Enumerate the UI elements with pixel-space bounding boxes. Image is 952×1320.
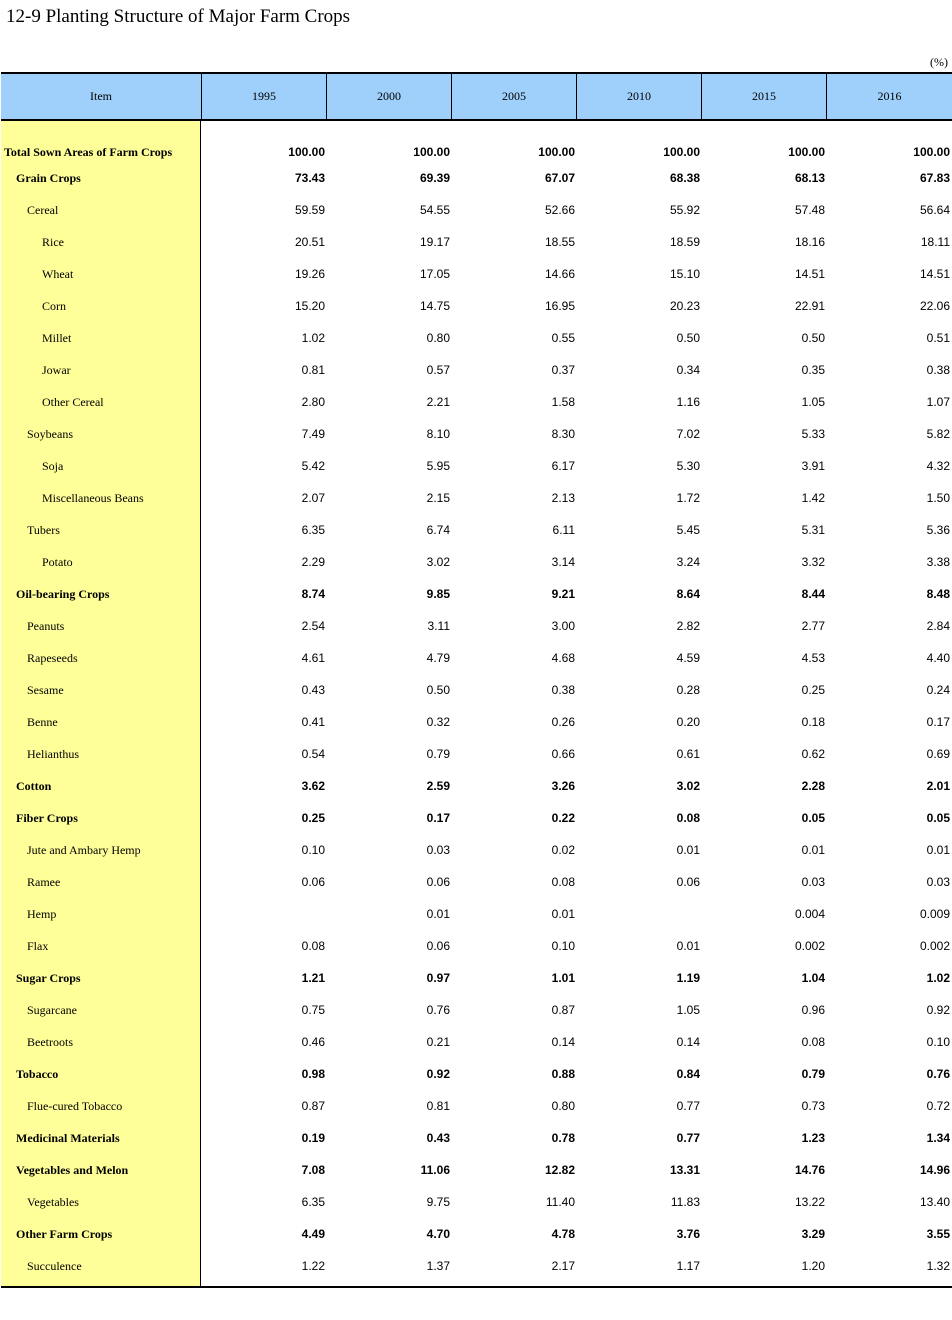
row-label: Other Farm Crops	[16, 1227, 113, 1241]
cell-1995: 15.20	[294, 299, 325, 313]
cell-2005: 6.17	[551, 459, 575, 473]
cell-2015: 0.004	[794, 907, 825, 921]
cell-2000: 0.57	[426, 363, 450, 377]
cell-2000: 8.10	[426, 427, 450, 441]
cell-1995: 7.49	[301, 427, 325, 441]
cell-2005: 11.40	[545, 1195, 575, 1209]
cell-2016: 0.05	[926, 811, 950, 825]
cell-2005: 0.38	[551, 683, 575, 697]
cell-2015: 57.48	[794, 203, 825, 217]
table-row	[1, 552, 952, 572]
row-label: Fiber Crops	[16, 811, 78, 825]
cell-2000: 14.75	[419, 299, 450, 313]
table-row	[1, 904, 952, 924]
cell-2016: 3.55	[926, 1227, 950, 1241]
unit-label: (%)	[930, 55, 948, 69]
row-label: Other Cereal	[42, 395, 104, 409]
cell-2005: 0.01	[551, 907, 575, 921]
header-year-2010: 2010	[576, 74, 701, 119]
cell-2016: 5.36	[926, 523, 950, 537]
page-title: 12-9 Planting Structure of Major Farm Crops	[6, 6, 351, 27]
cell-2015: 0.05	[801, 811, 825, 825]
header-item: Item	[90, 89, 112, 103]
cell-2016: 2.84	[926, 619, 950, 633]
table-row	[1, 360, 952, 380]
cell-2010: 0.77	[676, 1131, 700, 1145]
cell-2005: 0.22	[551, 811, 575, 825]
cell-2015: 3.32	[801, 555, 825, 569]
cell-2015: 0.35	[801, 363, 825, 377]
cell-2000: 5.95	[426, 459, 450, 473]
cell-2000: 4.79	[426, 651, 450, 665]
cell-2015: 0.01	[801, 843, 825, 857]
cell-2005: 6.11	[552, 523, 575, 537]
cell-2015: 1.23	[801, 1131, 825, 1145]
row-label: Corn	[42, 299, 66, 313]
row-label: Millet	[42, 331, 72, 345]
cell-2015: 0.002	[794, 939, 825, 953]
cell-2000: 0.32	[426, 715, 450, 729]
cell-2015: 0.50	[801, 331, 825, 345]
row-label: Potato	[42, 555, 73, 569]
cell-2000: 0.03	[426, 843, 450, 857]
cell-2016: 0.51	[926, 331, 950, 345]
cell-2010: 0.08	[676, 811, 700, 825]
cell-2015: 2.77	[801, 619, 825, 633]
cell-2010: 18.59	[669, 235, 700, 249]
row-label: Sesame	[27, 683, 64, 697]
cell-2016: 0.69	[926, 747, 950, 761]
header-year-1995: 1995	[201, 74, 326, 119]
cell-1995: 0.06	[301, 875, 325, 889]
cell-2005: 0.78	[551, 1131, 575, 1145]
cell-2005: 9.21	[551, 587, 575, 601]
cell-1995: 20.51	[294, 235, 325, 249]
cell-1995: 0.10	[301, 843, 325, 857]
cell-2016: 0.03	[926, 875, 950, 889]
table-row	[1, 840, 952, 860]
cell-1995: 0.98	[301, 1067, 325, 1081]
header-year-2015: 2015	[701, 74, 826, 119]
cell-1995: 3.62	[301, 779, 325, 793]
cell-2000: 3.11	[427, 619, 450, 633]
cell-2000: 0.76	[426, 1003, 450, 1017]
cell-2005: 2.17	[551, 1259, 575, 1273]
row-label: Flue-cured Tobacco	[27, 1099, 123, 1113]
cell-1995: 4.49	[301, 1227, 325, 1241]
cell-2016: 0.72	[926, 1099, 950, 1113]
table-row	[1, 168, 952, 188]
row-label: Wheat	[42, 267, 74, 281]
cell-1995: 6.35	[301, 1195, 325, 1209]
table-row	[1, 1160, 952, 1180]
cell-2016: 3.38	[926, 555, 950, 569]
table-row	[1, 1064, 952, 1084]
table-row	[1, 808, 952, 828]
cell-2000: 3.02	[426, 555, 450, 569]
cell-2016: 1.07	[926, 395, 950, 409]
table-row	[1, 520, 952, 540]
cell-2016: 0.92	[926, 1003, 950, 1017]
cell-2010: 0.28	[676, 683, 700, 697]
cell-2016: 1.50	[926, 491, 950, 505]
cell-2000: 69.39	[419, 171, 450, 185]
cell-2015: 100.00	[788, 145, 825, 159]
header-year-2005: 2005	[451, 74, 576, 119]
cell-2015: 2.28	[801, 779, 825, 793]
row-label: Vegetables	[27, 1195, 79, 1209]
row-label: Grain Crops	[16, 171, 81, 185]
cell-2005: 4.68	[551, 651, 575, 665]
cell-2010: 4.59	[676, 651, 700, 665]
cell-2005: 1.01	[551, 971, 575, 985]
cell-2015: 1.42	[801, 491, 825, 505]
cell-2000: 0.92	[426, 1067, 450, 1081]
row-label: Sugarcane	[27, 1003, 77, 1017]
cell-2015: 3.91	[801, 459, 825, 473]
cell-2010: 5.30	[676, 459, 700, 473]
cell-2016: 1.34	[926, 1131, 950, 1145]
cell-2016: 100.00	[913, 145, 950, 159]
cell-2000: 11.06	[420, 1163, 450, 1177]
row-label: Vegetables and Melon	[16, 1163, 129, 1177]
cell-2005: 16.95	[544, 299, 575, 313]
cell-1995: 2.54	[301, 619, 325, 633]
cell-1995: 59.59	[294, 203, 325, 217]
cell-1995: 0.43	[301, 683, 325, 697]
cell-2015: 8.44	[801, 587, 825, 601]
row-label: Soja	[42, 459, 64, 473]
cell-2015: 1.04	[801, 971, 825, 985]
table-row	[1, 142, 952, 162]
row-label: Rice	[42, 235, 64, 249]
cell-2010: 1.17	[676, 1259, 700, 1273]
table-row	[1, 712, 952, 732]
cell-1995: 4.61	[301, 651, 325, 665]
cell-2000: 0.01	[426, 907, 450, 921]
cell-1995: 19.26	[294, 267, 325, 281]
cell-2016: 8.48	[926, 587, 950, 601]
cell-1995: 0.46	[301, 1035, 325, 1049]
cell-2005: 3.14	[551, 555, 575, 569]
cell-2015: 22.91	[794, 299, 825, 313]
cell-2015: 13.22	[794, 1195, 825, 1209]
cell-2010: 1.16	[676, 395, 700, 409]
table-row	[1, 488, 952, 508]
cell-2016: 18.11	[920, 235, 950, 249]
table-row	[1, 1032, 952, 1052]
row-label: Cotton	[16, 779, 52, 793]
cell-2005: 52.66	[544, 203, 575, 217]
row-label: Peanuts	[27, 619, 65, 633]
cell-2015: 0.08	[801, 1035, 825, 1049]
cell-2010: 0.50	[676, 331, 700, 345]
row-label: Rapeseeds	[27, 651, 78, 665]
table-header	[1, 72, 952, 121]
table-row	[1, 872, 952, 892]
cell-1995: 0.81	[301, 363, 325, 377]
cell-2000: 2.15	[426, 491, 450, 505]
cell-2005: 4.78	[551, 1227, 575, 1241]
table-row	[1, 392, 952, 412]
cell-2015: 3.29	[801, 1227, 825, 1241]
cell-2016: 0.24	[926, 683, 950, 697]
cell-2000: 0.06	[426, 939, 450, 953]
cell-2015: 0.25	[801, 683, 825, 697]
row-label: Miscellaneous Beans	[42, 491, 144, 505]
cell-2016: 0.10	[926, 1035, 950, 1049]
cell-2000: 2.21	[426, 395, 450, 409]
table-row	[1, 1128, 952, 1148]
cell-2005: 0.55	[551, 331, 575, 345]
cell-2005: 0.10	[551, 939, 575, 953]
cell-2010: 2.82	[676, 619, 700, 633]
table-row	[1, 1000, 952, 1020]
cell-2015: 0.73	[801, 1099, 825, 1113]
cell-1995: 100.00	[288, 145, 325, 159]
cell-2005: 3.26	[551, 779, 575, 793]
cell-2016: 0.76	[926, 1067, 950, 1081]
cell-1995: 0.25	[301, 811, 325, 825]
cell-2005: 0.02	[551, 843, 575, 857]
cell-2010: 8.64	[676, 587, 700, 601]
cell-1995: 0.41	[301, 715, 325, 729]
cell-2010: 0.34	[676, 363, 700, 377]
cell-2010: 0.20	[676, 715, 700, 729]
table-row	[1, 680, 952, 700]
cell-2000: 0.79	[426, 747, 450, 761]
row-label: Tobacco	[16, 1067, 59, 1081]
cell-1995: 5.42	[301, 459, 325, 473]
cell-2005: 3.00	[551, 619, 575, 633]
cell-2005: 0.80	[551, 1099, 575, 1113]
cell-2000: 100.00	[413, 145, 450, 159]
table-row	[1, 584, 952, 604]
cell-2016: 1.32	[926, 1259, 950, 1273]
cell-2005: 0.08	[551, 875, 575, 889]
cell-1995: 1.02	[301, 331, 325, 345]
cell-1995: 8.74	[301, 587, 325, 601]
cell-1995: 7.08	[301, 1163, 325, 1177]
cell-1995: 1.21	[301, 971, 325, 985]
cell-2010: 11.83	[670, 1195, 700, 1209]
table-row	[1, 264, 952, 284]
cell-2005: 100.00	[538, 145, 575, 159]
cell-2010: 1.05	[676, 1003, 700, 1017]
cell-2015: 1.20	[801, 1259, 825, 1273]
cell-2000: 0.06	[426, 875, 450, 889]
row-label: Tubers	[27, 523, 60, 537]
cell-2010: 100.00	[663, 145, 700, 159]
cell-2010: 0.84	[676, 1067, 700, 1081]
cell-2010: 7.02	[676, 427, 700, 441]
table-row	[1, 776, 952, 796]
cell-2010: 0.06	[676, 875, 700, 889]
cell-2000: 17.05	[419, 267, 450, 281]
row-label: Cereal	[27, 203, 59, 217]
cell-2015: 0.03	[801, 875, 825, 889]
cell-2015: 14.76	[794, 1163, 825, 1177]
cell-2000: 9.75	[426, 1195, 450, 1209]
cell-2010: 20.23	[669, 299, 700, 313]
table-row	[1, 968, 952, 988]
cell-2015: 14.51	[794, 267, 825, 281]
cell-2016: 67.83	[919, 171, 950, 185]
table-bottom-border	[1, 1286, 952, 1288]
cell-2005: 2.13	[551, 491, 575, 505]
cell-2016: 4.40	[926, 651, 950, 665]
table-row	[1, 648, 952, 668]
cell-2010: 5.45	[676, 523, 700, 537]
cell-2010: 1.19	[676, 971, 700, 985]
table-row	[1, 1192, 952, 1212]
table-row	[1, 616, 952, 636]
cell-2010: 0.77	[676, 1099, 700, 1113]
cell-2016: 0.01	[926, 843, 950, 857]
cell-1995: 1.22	[301, 1259, 325, 1273]
cell-2005: 14.66	[544, 267, 575, 281]
cell-2000: 54.55	[419, 203, 450, 217]
cell-2015: 18.16	[794, 235, 825, 249]
row-label: Beetroots	[27, 1035, 73, 1049]
cell-2000: 1.37	[426, 1259, 450, 1273]
cell-2005: 18.55	[544, 235, 575, 249]
cell-2010	[575, 904, 700, 924]
cell-2016: 0.009	[919, 907, 950, 921]
cell-2010: 0.14	[676, 1035, 700, 1049]
cell-2000: 0.43	[426, 1131, 450, 1145]
cell-2010: 3.02	[676, 779, 700, 793]
cell-2010: 0.01	[676, 939, 700, 953]
cell-2010: 13.31	[669, 1163, 700, 1177]
cell-2016: 14.51	[919, 267, 950, 281]
cell-2015: 0.79	[801, 1067, 825, 1081]
cell-1995: 6.35	[301, 523, 325, 537]
row-label: Oil-bearing Crops	[16, 587, 110, 601]
row-label: Soybeans	[27, 427, 73, 441]
cell-2016: 2.01	[926, 779, 950, 793]
cell-2005: 1.58	[551, 395, 575, 409]
cell-1995	[200, 904, 325, 924]
header-year-2000: 2000	[326, 74, 451, 119]
header-year-2016: 2016	[826, 74, 952, 119]
table-row	[1, 200, 952, 220]
cell-2005: 8.30	[551, 427, 575, 441]
table-row	[1, 936, 952, 956]
cell-2015: 5.31	[801, 523, 825, 537]
cell-2005: 0.87	[551, 1003, 575, 1017]
cell-2015: 0.18	[801, 715, 825, 729]
cell-2000: 2.59	[426, 779, 450, 793]
cell-1995: 2.07	[301, 491, 325, 505]
table-row	[1, 1224, 952, 1244]
cell-2016: 5.82	[926, 427, 950, 441]
row-label: Hemp	[27, 907, 57, 921]
cell-1995: 0.87	[301, 1099, 325, 1113]
cell-2010: 1.72	[676, 491, 700, 505]
cell-2000: 0.50	[426, 683, 450, 697]
cell-2005: 0.14	[551, 1035, 575, 1049]
cell-1995: 0.19	[301, 1131, 325, 1145]
cell-1995: 0.54	[301, 747, 325, 761]
cell-2010: 3.76	[676, 1227, 700, 1241]
table-row	[1, 1256, 952, 1276]
row-label: Succulence	[27, 1259, 82, 1273]
cell-2015: 5.33	[801, 427, 825, 441]
row-label: Benne	[27, 715, 58, 729]
row-label: Total Sown Areas of Farm Crops	[4, 145, 173, 159]
table-row	[1, 328, 952, 348]
cell-2010: 55.92	[669, 203, 700, 217]
cell-1995: 2.80	[301, 395, 325, 409]
cell-2010: 0.01	[676, 843, 700, 857]
cell-2016: 4.32	[926, 459, 950, 473]
cell-2005: 67.07	[544, 171, 575, 185]
row-label: Helianthus	[27, 747, 79, 761]
cell-2005: 0.37	[551, 363, 575, 377]
cell-2015: 1.05	[801, 395, 825, 409]
table-row	[1, 1096, 952, 1116]
cell-2005: 0.66	[551, 747, 575, 761]
row-label: Jowar	[42, 363, 71, 377]
table-row	[1, 232, 952, 252]
table-row	[1, 456, 952, 476]
row-label: Ramee	[27, 875, 61, 889]
cell-2015: 0.96	[801, 1003, 825, 1017]
cell-2010: 3.24	[676, 555, 700, 569]
cell-2000: 4.70	[426, 1227, 450, 1241]
cell-2010: 15.10	[669, 267, 700, 281]
cell-2000: 0.80	[426, 331, 450, 345]
cell-2016: 0.17	[926, 715, 950, 729]
cell-2005: 0.26	[551, 715, 575, 729]
cell-2005: 12.82	[544, 1163, 575, 1177]
row-label: Jute and Ambary Hemp	[27, 843, 141, 857]
cell-2016: 22.06	[919, 299, 950, 313]
cell-2010: 0.61	[676, 747, 700, 761]
cell-2000: 0.97	[426, 971, 450, 985]
cell-2005: 0.88	[551, 1067, 575, 1081]
row-label: Flax	[27, 939, 49, 953]
cell-2000: 9.85	[426, 587, 450, 601]
table-row	[1, 744, 952, 764]
cell-2000: 19.17	[419, 235, 450, 249]
table-row	[1, 424, 952, 444]
cell-2015: 4.53	[801, 651, 825, 665]
row-label: Sugar Crops	[16, 971, 81, 985]
cell-2000: 0.21	[426, 1035, 450, 1049]
cell-1995: 0.75	[301, 1003, 325, 1017]
cell-2016: 56.64	[919, 203, 950, 217]
cell-2016: 0.38	[926, 363, 950, 377]
cell-2015: 0.62	[801, 747, 825, 761]
cell-2016: 1.02	[926, 971, 950, 985]
cell-2016: 14.96	[919, 1163, 950, 1177]
cell-2016: 13.40	[919, 1195, 950, 1209]
cell-2000: 0.81	[426, 1099, 450, 1113]
cell-2000: 6.74	[426, 523, 450, 537]
cell-1995: 0.08	[301, 939, 325, 953]
cell-2010: 68.38	[669, 171, 700, 185]
cell-2015: 68.13	[794, 171, 825, 185]
table-row	[1, 296, 952, 316]
cell-1995: 73.43	[294, 171, 325, 185]
cell-2000: 0.17	[426, 811, 450, 825]
cell-2016: 0.002	[919, 939, 950, 953]
row-label: Medicinal Materials	[16, 1131, 120, 1145]
cell-1995: 2.29	[301, 555, 325, 569]
